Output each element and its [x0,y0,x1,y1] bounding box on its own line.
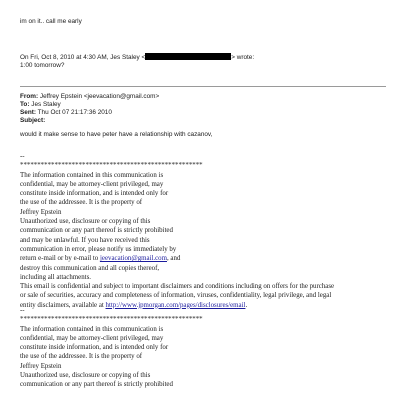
email-link[interactable]: jeevacation@gmail.com [99,255,167,263]
to-value: Jes Staley [31,101,61,108]
disclaimer-line: constitute inside information, and is intended only for [20,344,169,352]
disclaimer-line: the use of the addressee. It is the property of [20,199,143,207]
disclaimer-line: communication or any part thereof is strictly prohibited [20,227,173,235]
jpm-disclaimer-line: or sale of securities, accuracy and completeness of information, viruses, confidentiality, legal privilege, and legal [20,292,332,300]
disclaimer-line: Jeffrey Epstein [20,362,62,370]
divider [20,86,386,87]
quote-header-prefix: On Fri, Oct 8, 2010 at 4:30 AM, Jes Staley < [20,54,146,61]
return-suffix: , and [166,255,181,263]
to-label: To: [20,101,30,108]
disclaimer-block-repeat [20,306,203,390]
disclaimer-line: destroy this communication and all copies thereof, [20,264,160,272]
quote-header [20,53,254,62]
disclaimer-line: including all attachments. [20,273,91,281]
from-label: From: [20,93,39,100]
sent-label: Sent: [20,109,36,116]
disclaimer-line: Jeffrey Epstein [20,208,62,216]
quote-header-suffix: > wrote: [231,54,255,61]
disclaimer-block [20,152,334,310]
disclaimer-return-line [20,254,334,263]
jpmorgan-link[interactable]: http://www.jpmorgan.com/pages/disclosures/email [105,301,246,309]
disclaimer-line: the use of the addressee. It is the property of [20,353,143,361]
disclaimer-line: The information contained in this communication is [20,171,164,179]
sent-value: Thu Oct 07 21:17:36 2010 [37,109,112,116]
disclaimer-line: The information contained in this communication is [20,325,164,333]
return-prefix: return e-mail or by e-mail to [20,255,100,263]
jpm-last-prefix: entity disclaimers, available at [20,301,106,309]
disclaimer-line: constitute inside information, and is intended only for [20,190,169,198]
to-row [20,101,61,109]
disclaimer-line: Unauthorized use, disclosure or copying of this [20,372,151,380]
redaction-bar [145,53,231,60]
quote-body: 1:00 tomorrow? [20,62,65,69]
disclaimer-line: and may be unlawful. If you have received this [20,236,150,244]
subject-row [20,117,45,125]
disclaimer-line: confidential, may be attorney-client privileged, may [20,180,164,188]
sent-row [20,109,112,117]
subject-label: Subject: [20,117,46,124]
from-row [20,93,159,101]
reply-text: im on it.. call me early [20,18,82,25]
jpm-last-suffix: . [245,301,248,309]
disclaimer-line: communication in error, please notify us immediately by [20,245,177,253]
message-body: would it make sense to have peter have a relationship with cazanov, [20,131,213,138]
from-value: Jeffrey Epstein <jeevacation@gmail.com> [39,93,160,100]
disclaimer-line: confidential, may be attorney-client privileged, may [20,334,164,342]
jpm-disclaimer-line: This email is confidential and subject to important disclaimers and conditions including on offers for the purchase [20,283,335,291]
asterisk-separator: ***************************************************** [20,316,203,324]
signature-dashes: -- [20,307,25,314]
disclaimer-line: communication or any part thereof is strictly prohibited [20,381,173,389]
signature-dashes: -- [20,153,25,160]
asterisk-separator: ***************************************************** [20,162,203,170]
disclaimer-line: Unauthorized use, disclosure or copying of this [20,218,151,226]
